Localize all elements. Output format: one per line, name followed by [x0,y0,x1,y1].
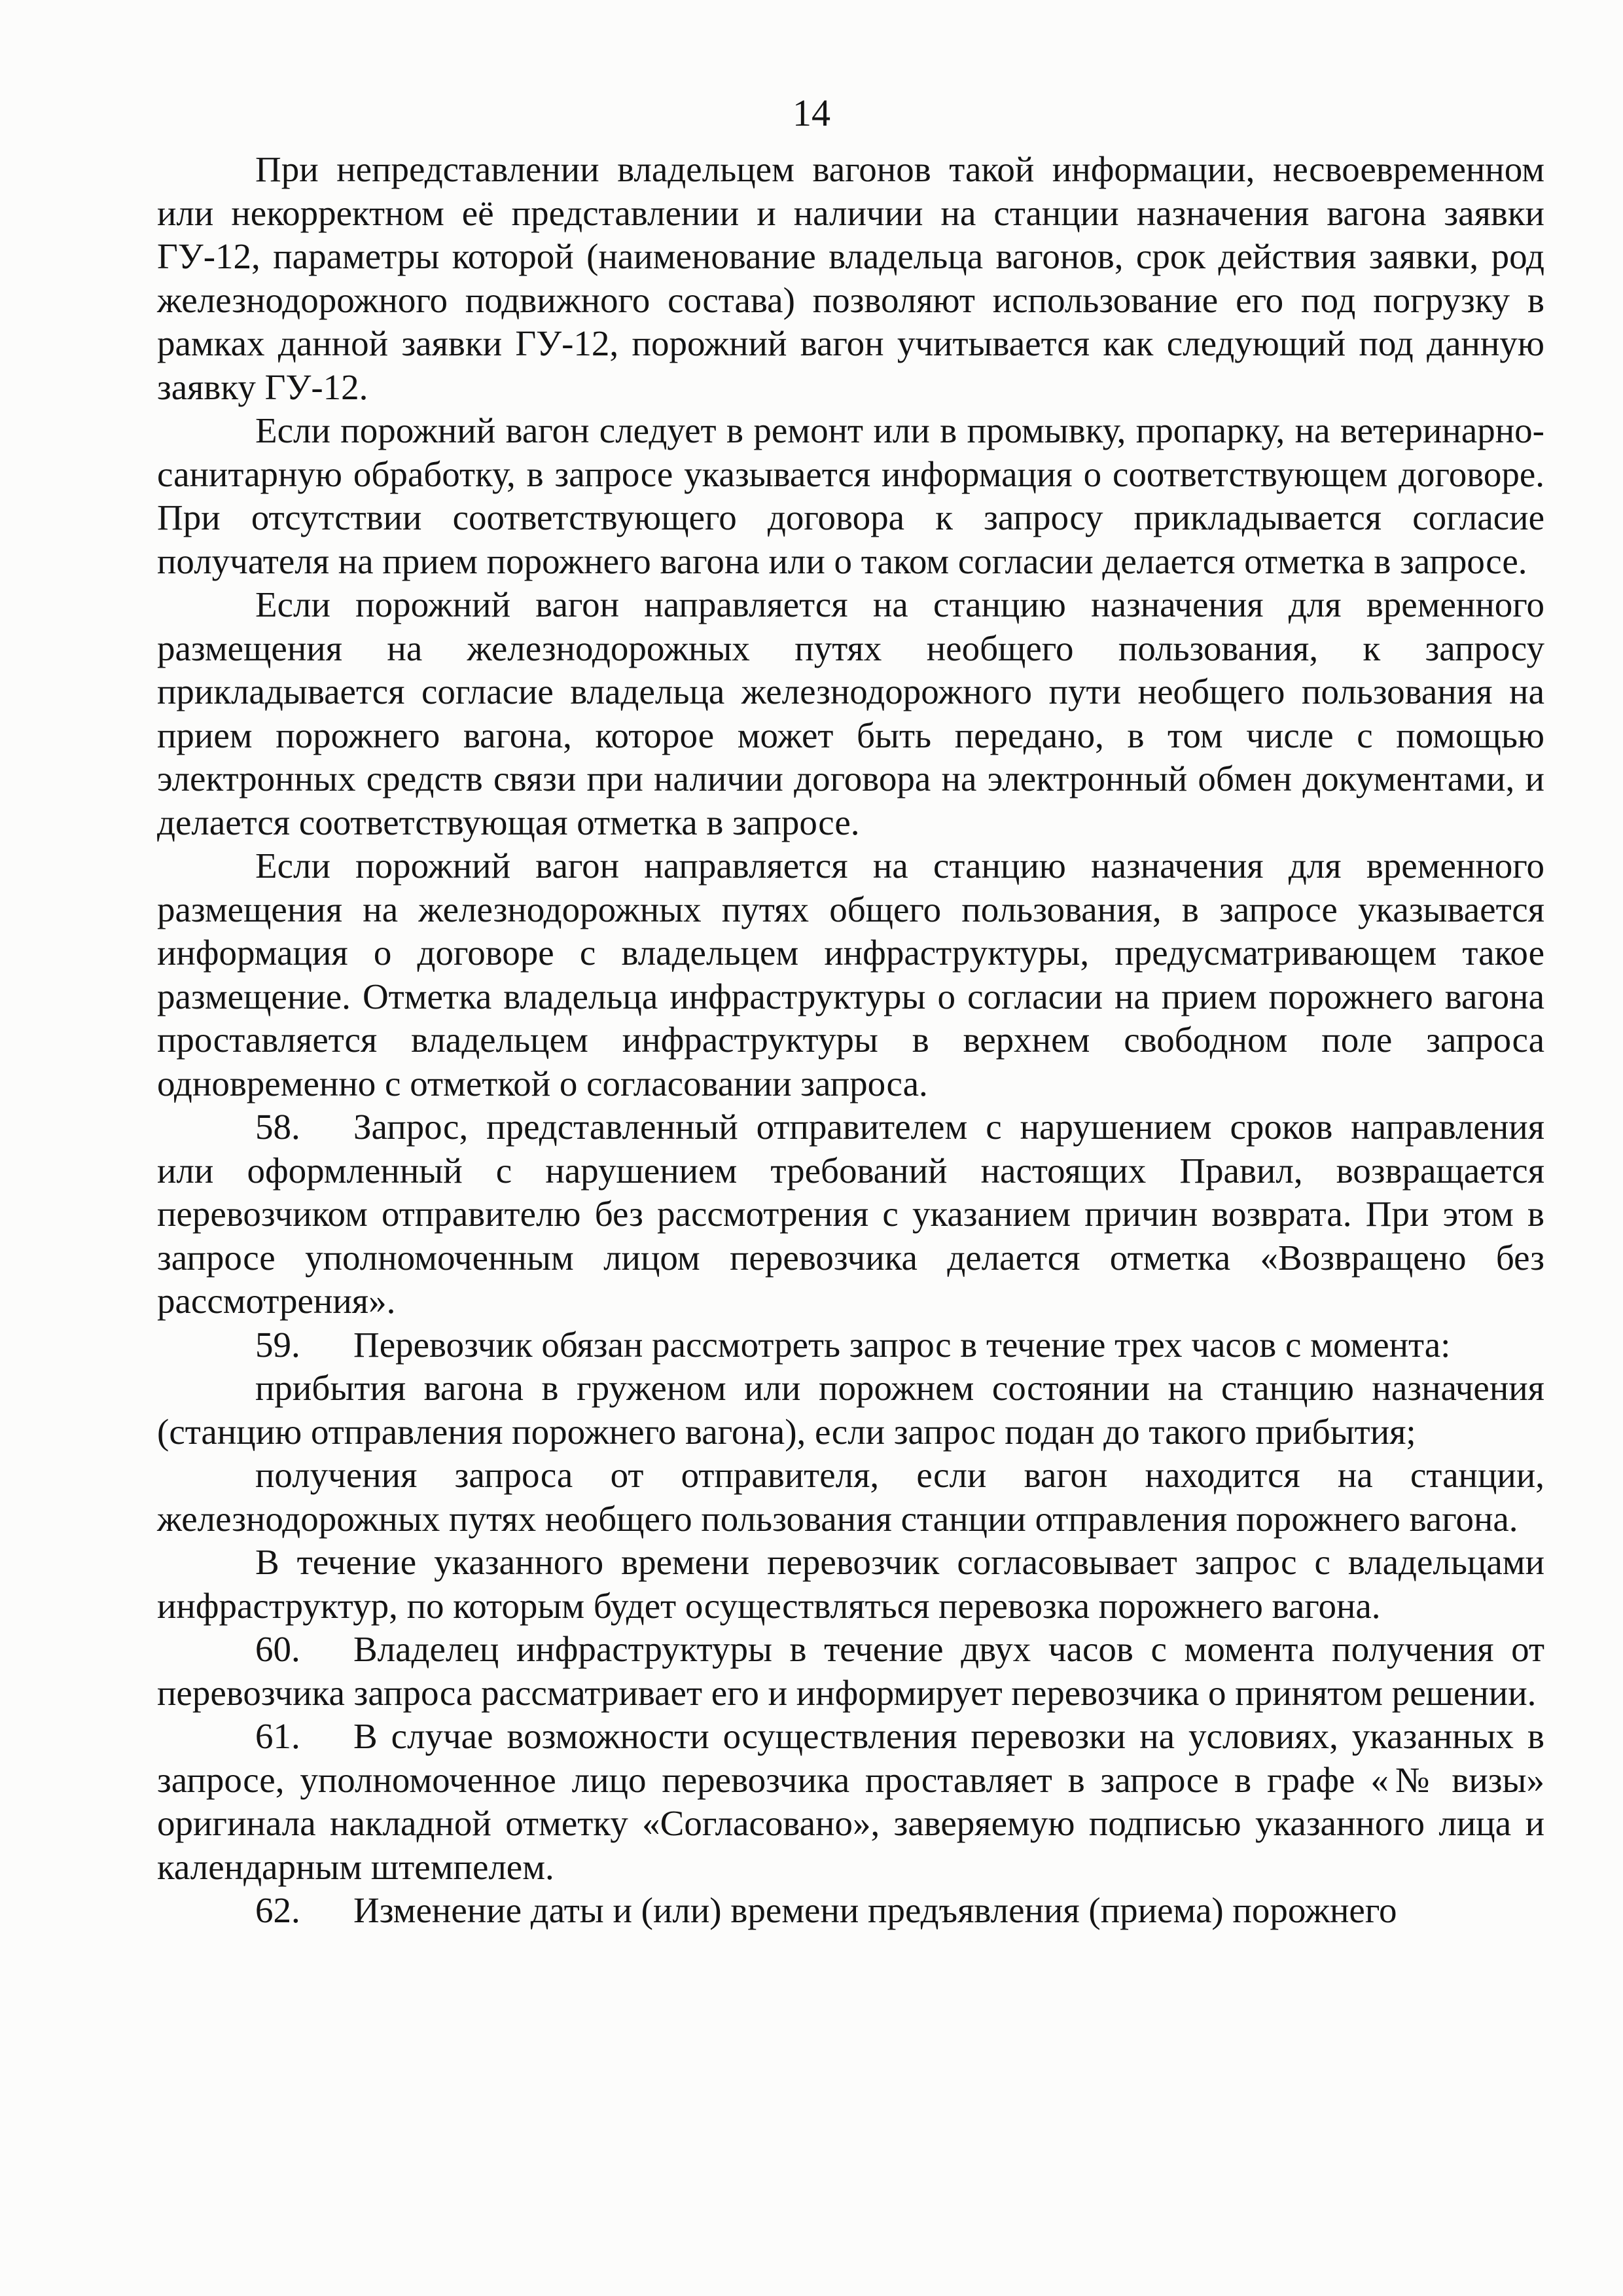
numbered-paragraph-59 [157,1323,1544,1367]
paragraph-text: Владелец инфраструктуры в течение двух часов с момента получения от перевозчика запроса рассматривает его и информирует перевозчика о принятом решении. [157,1629,1544,1713]
numbered-paragraph-61 [157,1715,1544,1889]
paragraph: В течение указанного времени перевозчик согласовывает запрос с владельцами инфраструктур, по которым будет осуществляться перевозка порожнего вагона. [157,1542,1544,1626]
paragraph: Если порожний вагон следует в ремонт или в промывку, пропарку, на ветеринарно-санитарную обработку, в запросе указывается информация о соответствующем договоре. При отсутствии соответствующего договора к запросу прикладывается согласие получателя на прием порожнего вагона или о таком согласии делается отметка в запросе. [157,410,1544,581]
paragraph-number: 60. [255,1629,300,1669]
paragraph: При непредставлении владельцем вагонов такой информации, несвоевременном или некорректном её представлении и наличии на станции назначения вагона заявки ГУ-12, параметры которой (наименование владельца вагонов, срок действия заявки, род железнодорожного подвижного состава) позволяют использование его под погрузку в рамках данной заявки ГУ-12, порожний вагон учитывается как следующий под данную заявку ГУ-12. [157,149,1544,407]
paragraph: Если порожний вагон направляется на станцию назначения для временного размещения на железнодорожных путях необщего пользования, к запросу прикладывается согласие владельца железнодорожного пути необщего пользования на прием порожнего вагона, которое может быть передано, в том числе с помощью электронных средств связи при наличии договора на электронный обмен документами, и делается соответствующая отметка в запросе. [157,584,1544,842]
paragraph-number: 59. [255,1324,300,1365]
paragraph-text: Перевозчик обязан рассмотреть запрос в течение трех часов с момента: [353,1324,1451,1365]
paragraph-number: 58. [255,1107,300,1147]
paragraph-text: Изменение даты и (или) времени предъявления (приема) порожнего [353,1890,1397,1930]
numbered-paragraph-58 [157,1105,1544,1323]
numbered-paragraph-60 [157,1628,1544,1715]
paragraph: Если порожний вагон направляется на станцию назначения для временного размещения на железнодорожных путях общего пользования, в запросе указывается информация о договоре с владельцем инфраструктуры, предусматривающем такое размещение. Отметка владельца инфраструктуры о согласии на прием порожнего вагона проставляется владельцем инфраструктуры в верхнем свободном поле запроса одновременно с отметкой о согласовании запроса. [157,846,1544,1103]
paragraph-number: 62. [255,1890,300,1930]
subparagraph: прибытия вагона в груженом или порожнем состоянии на станцию назначения (станцию отправления порожнего вагона), если запрос подан до такого прибытия; [157,1368,1544,1452]
page-number: 14 [793,92,830,134]
paragraph-number: 61. [255,1716,300,1756]
subparagraph: получения запроса от отправителя, если вагон находится на станции, железнодорожных путях необщего пользования станции отправления порожнего вагона. [157,1455,1544,1539]
numbered-paragraph-62 [157,1889,1544,1933]
paragraph-text: В случае возможности осуществления перевозки на условиях, указанных в запросе, уполномоченное лицо перевозчика проставляет в запросе в графе «№ визы» оригинала накладной отметку «Согласовано», заверяемую подписью указанного лица и календарным штемпелем. [157,1716,1544,1887]
paragraph-text: Запрос, представленный отправителем с нарушением сроков направления или оформленный с нарушением требований настоящих Правил, возвращается перевозчиком отправителю без рассмотрения с указанием причин возврата. При этом в запросе уполномоченным лицом перевозчика делается отметка «Возвращено без рассмотрения». [157,1107,1544,1321]
document-body [157,148,1544,1933]
